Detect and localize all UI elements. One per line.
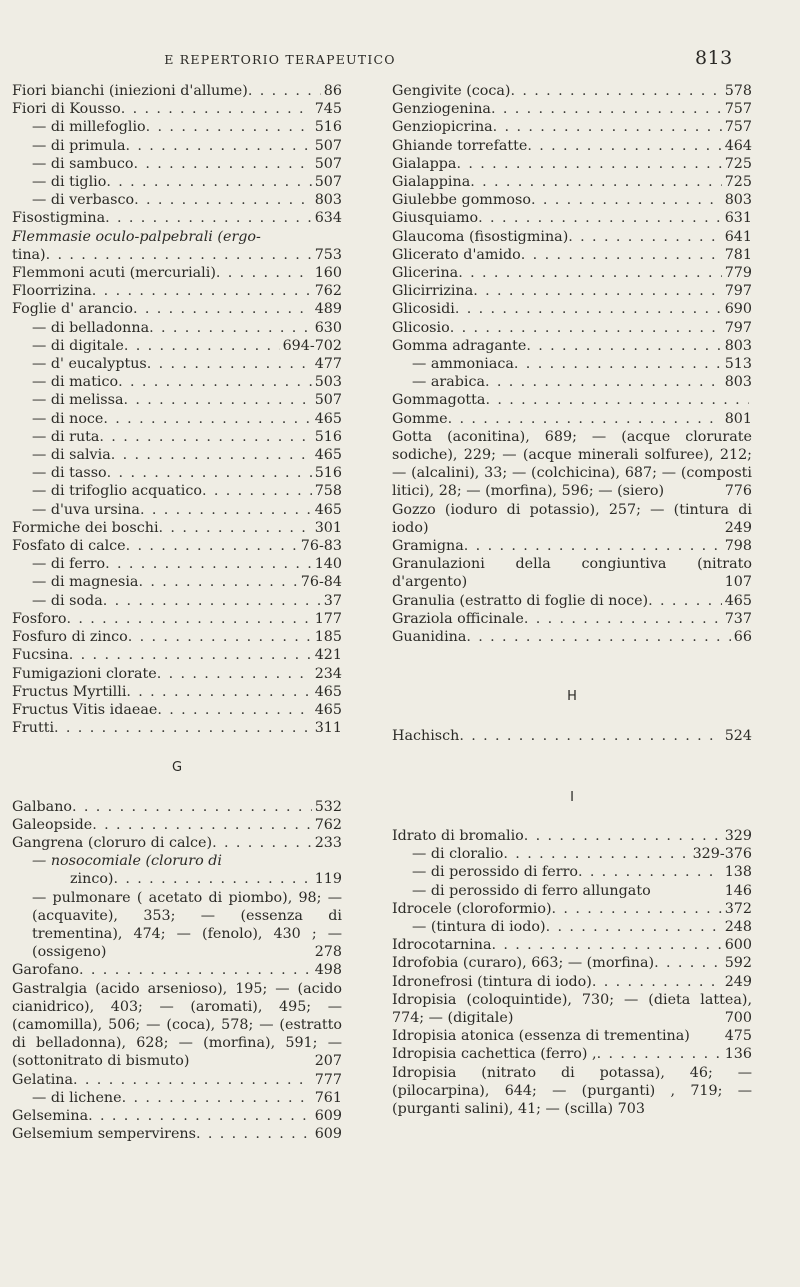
entry-label: Flemmoni acuti (mercuriali): [12, 265, 216, 282]
entry-label: — (tintura di iodo): [412, 918, 546, 935]
entry-label: Fucsina: [12, 647, 69, 664]
entry-page: 76-83: [300, 538, 342, 555]
entry-page: 797: [724, 283, 752, 300]
index-entry: [392, 282, 752, 300]
index-entry: [12, 464, 342, 482]
index-entry: [392, 610, 752, 628]
entry-page: 477: [314, 356, 342, 373]
index-entry: [392, 191, 752, 209]
entry-page: 578: [724, 83, 752, 99]
index-entry: [12, 137, 342, 155]
entry-page: 465: [314, 701, 342, 718]
index-entry: [12, 282, 342, 300]
entry-page: 762: [314, 816, 342, 833]
entry-label: — arabica: [412, 374, 485, 391]
index-entry: [12, 446, 342, 464]
entry-page: 503: [314, 374, 342, 391]
running-title: E REPERTORIO TERAPEUTICO: [164, 52, 396, 67]
index-entry-pulmonare: — pulmonare ( acetato di piombo), 98; — (acquavite), 353; — (essenza di trementina), 474; — (fenolo), 430 ; — (ossigeno) 278: [32, 889, 342, 961]
entry-label: Galbano: [12, 798, 73, 815]
entry-label: Idronefrosi (tintura di iodo): [392, 973, 592, 990]
index-entry: [12, 519, 342, 537]
entry-label: Gangrena (cloruro di calce): [12, 834, 213, 851]
index-entry: [12, 537, 342, 555]
entry-label: — di millefoglio: [32, 119, 146, 136]
entry-label: Fosfuro di zinco: [12, 629, 128, 646]
entry-label: Idrocele (cloroformio): [392, 900, 552, 917]
index-entry-nosocomiale: — nosocomiale (cloruro di zinco) . . . 119: [12, 852, 342, 888]
entry-page: 507: [314, 155, 342, 172]
entry-label: Graziola officinale: [392, 610, 524, 627]
index-entry: [392, 300, 752, 318]
entry-page: 630: [314, 319, 342, 336]
entry-page: 758: [314, 483, 342, 500]
entry-page: 516: [314, 428, 342, 445]
entry-page: 507: [314, 137, 342, 154]
index-entry: [12, 82, 342, 100]
index-entry: [392, 373, 752, 391]
index-entry: [12, 173, 342, 191]
entry-page: 301: [314, 519, 342, 536]
entry-label: — di ferro: [32, 556, 106, 573]
index-entry: [12, 501, 342, 519]
index-entry: [392, 100, 752, 118]
section-letter-g: G: [171, 760, 183, 776]
index-entry-hachisch: Hachisch . . . 524: [392, 727, 752, 745]
entry-page: 737: [724, 610, 752, 627]
entry-label: — di tiglio: [32, 174, 107, 191]
entry-label: Formiche dei boschi: [12, 519, 159, 536]
entry-label: — di salvia: [32, 447, 111, 464]
entry-page: 803: [724, 374, 752, 391]
entry-page: 745: [314, 101, 342, 118]
entry-page: 76-84: [300, 574, 342, 591]
entry-label: Fiori di Kousso: [12, 101, 121, 118]
entry-page: 761: [314, 1089, 342, 1106]
entry-page: 489: [314, 301, 342, 318]
index-entry: [12, 610, 342, 628]
entry-label: Genziopicrina: [392, 119, 493, 136]
entry-label: Gelsemium sempervirens: [12, 1126, 196, 1143]
index-entry: [12, 300, 342, 318]
index-entry: [392, 228, 752, 246]
entry-page: 762: [314, 283, 342, 300]
entry-label: Idrofobia (curaro), 663; — (morfina): [392, 955, 655, 972]
index-entry-gozzo: Gozzo (ioduro di potassio), 257; — (tintura di iodo) 249: [392, 501, 752, 536]
left-column: [12, 82, 342, 1143]
index-entry: [392, 355, 752, 373]
index-entry: [392, 337, 752, 355]
index-entry: [12, 1071, 342, 1089]
entry-label: — di ruta: [32, 428, 100, 445]
entry-page: 797: [724, 319, 752, 336]
entry-page: 311: [314, 720, 342, 737]
entry-page: 777: [314, 1071, 342, 1088]
index-entry-gastralgia: Gastralgia (acido arsenioso), 195; — (acido cianidrico), 403; — (aromati), 495; — (camomilla), 506; — (coca), 578; — (estratto di belladonna), 628; — (morfina), 591; — (sottonitrato di bismuto) 207: [12, 980, 342, 1070]
index-entry: [12, 555, 342, 573]
index-entry: [12, 701, 342, 719]
index-entry: [12, 816, 342, 834]
index-entry: [12, 410, 342, 428]
entry-label: Frutti: [12, 720, 55, 737]
entry-label: Idrato di bromalio: [392, 827, 524, 844]
index-entry-garofano: Garofano . . . 498: [12, 961, 342, 979]
entry-label: Giusquiamo: [392, 210, 479, 227]
entry-label: Fosforo: [12, 610, 67, 627]
entry-page: 465: [314, 447, 342, 464]
index-entry: [12, 373, 342, 391]
entry-label: Glicerato d'amido: [392, 246, 521, 263]
index-entry: [12, 264, 342, 282]
entry-page: 513: [724, 356, 752, 373]
index-entry: [12, 155, 342, 173]
entry-page: 464: [724, 137, 752, 154]
entry-page: 249: [724, 973, 752, 990]
entry-label: — di matico: [32, 374, 119, 391]
entry-page: 532: [314, 798, 342, 815]
entry-page: 329-376: [692, 846, 752, 863]
entry-label: Fiori bianchi (iniezioni d'allume): [12, 83, 248, 99]
entry-page: 177: [314, 610, 342, 627]
entry-label: Glaucoma (fisostigmina): [392, 228, 569, 245]
entry-label: — ammoniaca: [412, 356, 514, 373]
entry-label: Floorrizina: [12, 283, 92, 300]
entry-label: Glicosidi: [392, 301, 455, 318]
entry-label: — di primula: [32, 137, 126, 154]
entry-page: 185: [314, 629, 342, 646]
index-entry-idropisia-cachettica: Idropisia cachettica (ferro) , . . . 136: [392, 1045, 752, 1063]
index-entry: [392, 973, 752, 991]
index-entry: [12, 1089, 342, 1107]
entry-page: 781: [724, 246, 752, 263]
entry-page: 641: [724, 228, 752, 245]
index-entry: [12, 1107, 342, 1125]
entry-page: 86: [323, 83, 342, 99]
right-column: [392, 82, 752, 1118]
index-entry: [12, 683, 342, 701]
entry-label: Fisostigmina: [12, 210, 106, 227]
entry-label: Gelatina: [12, 1071, 74, 1088]
entry-page: 690: [724, 301, 752, 318]
index-entry: [12, 834, 342, 852]
index-entry-perossido-allungato: — di perossido di ferro allungato 146: [412, 882, 752, 899]
index-entry: [12, 337, 342, 355]
index-entry: [12, 319, 342, 337]
section-letter-h: H: [567, 689, 577, 705]
entry-page: 609: [314, 1126, 342, 1143]
entry-label: Glicosio: [392, 319, 450, 336]
entry-page: 725: [724, 155, 752, 172]
entry-page: 138: [724, 864, 752, 881]
index-entry: [392, 82, 752, 100]
index-entry: [392, 628, 752, 646]
index-entry: [392, 209, 752, 227]
entry-label: — di perossido di ferro: [412, 864, 579, 881]
entry-label: — di trifoglio acquatico: [32, 483, 202, 500]
entry-page: 507: [314, 174, 342, 191]
entry-label: Granulia (estratto di foglie di noce): [392, 592, 649, 609]
index-entry: [12, 191, 342, 209]
index-entry: [392, 319, 752, 337]
entry-label: Gomma adragante: [392, 337, 527, 354]
entry-page: 725: [724, 174, 752, 191]
entry-page: 803: [724, 192, 752, 209]
entry-label: — di magnesia: [32, 574, 139, 591]
entry-label: Gelsemina: [12, 1107, 89, 1124]
index-entry: [392, 118, 752, 136]
entry-label: — d'uva ursina: [32, 501, 140, 518]
entry-label: Giulebbe gommoso: [392, 192, 531, 209]
index-entry: [392, 592, 752, 610]
entry-label: Idrocotarnina: [392, 937, 492, 954]
index-entry: [392, 900, 752, 918]
entry-label: — di soda: [32, 592, 103, 609]
entry-label: Gomme: [392, 410, 448, 427]
entry-page: 234: [314, 665, 342, 682]
entry-label: Fructus Myrtilli: [12, 683, 127, 700]
entry-label: Gialappa: [392, 155, 457, 172]
entry-page: 66: [733, 629, 752, 646]
index-entry: [12, 355, 342, 373]
entry-label: — di melissa: [32, 392, 124, 409]
entry-page: 801: [724, 410, 752, 427]
entry-page: 694-702: [282, 337, 342, 354]
entry-label: — d' eucalyptus: [32, 356, 147, 373]
entry-page: 140: [314, 556, 342, 573]
entry-label: Ghiande torrefatte: [392, 137, 528, 154]
index-entry: [392, 863, 752, 881]
entry-label: — di belladonna: [32, 319, 150, 336]
index-entry: [392, 827, 752, 845]
entry-page: 465: [314, 410, 342, 427]
entry-page: 600: [724, 937, 752, 954]
index-entry: [392, 845, 752, 863]
index-entry: [392, 137, 752, 155]
entry-label: Glicirrizina: [392, 283, 474, 300]
entry-page: 372: [724, 900, 752, 917]
entry-page: 421: [314, 647, 342, 664]
entry-label: Gengivite (coca): [392, 83, 511, 99]
page-number: 813: [695, 47, 733, 69]
index-entry: [12, 428, 342, 446]
index-entry: [392, 918, 752, 936]
entry-label: Foglie d' arancio: [12, 301, 133, 318]
entry-label: Guanidina: [392, 629, 467, 646]
entry-page: 329: [724, 827, 752, 844]
entry-page: 516: [314, 119, 342, 136]
index-entry: [12, 391, 342, 409]
index-entry: [12, 646, 342, 664]
index-entry-gotta: Gotta (aconitina), 689; — (acque clorurate sodiche), 229; — (acque minerali solfuree), 212; — (alcalini), 33; — (colchicina), 687; — (composti litici), 28; — (morfina), 596; — (siero) 776: [392, 428, 752, 500]
entry-label: — di tasso: [32, 465, 107, 482]
entry-page: 803: [314, 192, 342, 209]
index-entry: [12, 592, 342, 610]
index-entry-gramigna: Gramigna . . . 798: [392, 537, 752, 555]
entry-page: 757: [724, 101, 752, 118]
entry-page: 516: [314, 465, 342, 482]
index-entry: [12, 118, 342, 136]
section-letter-i: I: [570, 789, 574, 805]
index-entry: [12, 209, 342, 227]
entry-label: — di cloralio: [412, 846, 504, 863]
entry-label: — di verbasco: [32, 192, 135, 209]
entry-page: 465: [724, 592, 752, 609]
entry-page: 37: [323, 592, 342, 609]
entry-page: 507: [314, 392, 342, 409]
index-entry: [12, 628, 342, 646]
entry-label: Genziogenina: [392, 101, 491, 118]
index-entry: [12, 100, 342, 118]
entry-label: Fumigazioni clorate: [12, 665, 157, 682]
index-entry: [392, 155, 752, 173]
index-entry-idropisia-atonica: Idropisia atonica (essenza di trementina) 475: [392, 1028, 752, 1045]
index-entry-granulazioni: Granulazioni della congiuntiva (nitrato d'argento) 107: [392, 556, 752, 591]
index-entry-idropisia-nitrato: Idropisia (nitrato di potassa), 46; — (pilocarpina), 644; — (purganti) , 719; — (purganti salini), 41; — (scilla) 703: [392, 1064, 752, 1117]
entry-label: Fructus Vitis idaeae: [12, 701, 158, 718]
entry-label: Galeopside: [12, 816, 93, 833]
entry-page: 803: [724, 337, 752, 354]
entry-label: — di sambuco: [32, 155, 134, 172]
entry-page: 757: [724, 119, 752, 136]
entry-page: 609: [314, 1107, 342, 1124]
index-entry: [392, 246, 752, 264]
entry-page: 465: [314, 501, 342, 518]
entry-page: 779: [724, 265, 752, 282]
entry-label: — di lichene: [32, 1089, 122, 1106]
entry-page: 634: [314, 210, 342, 227]
index-entry: [392, 410, 752, 428]
entry-label: — di digitale: [32, 337, 124, 354]
index-entry: [392, 936, 752, 954]
entry-page: 592: [724, 955, 752, 972]
index-entry: [12, 1125, 342, 1143]
entry-label: Gommagotta: [392, 392, 486, 409]
entry-label: Glicerina: [392, 265, 459, 282]
index-entry-idropisia: Idropisia (coloquintide), 730; — (dieta lattea), 774; — (digitale) 700: [392, 991, 752, 1026]
entry-label: Fosfato di calce: [12, 538, 126, 555]
index-entry: [12, 573, 342, 591]
index-entry: [392, 264, 752, 282]
entry-label: — di noce: [32, 410, 104, 427]
index-entry: [392, 173, 752, 191]
entry-page: 248: [724, 918, 752, 935]
index-entry: [12, 482, 342, 500]
index-entry: [12, 798, 342, 816]
index-entry: [392, 391, 752, 409]
entry-page: 233: [314, 834, 342, 851]
entry-page: 465: [314, 683, 342, 700]
index-entry: [392, 954, 752, 972]
index-entry: [12, 719, 342, 737]
entry-page: 631: [724, 210, 752, 227]
index-entry: [12, 665, 342, 683]
index-entry-flemmasie: Flemmasie oculo-palpebrali (ergo- tina) . . . 753: [12, 228, 342, 264]
entry-label: Gialappina: [392, 174, 471, 191]
entry-page: 160: [314, 265, 342, 282]
